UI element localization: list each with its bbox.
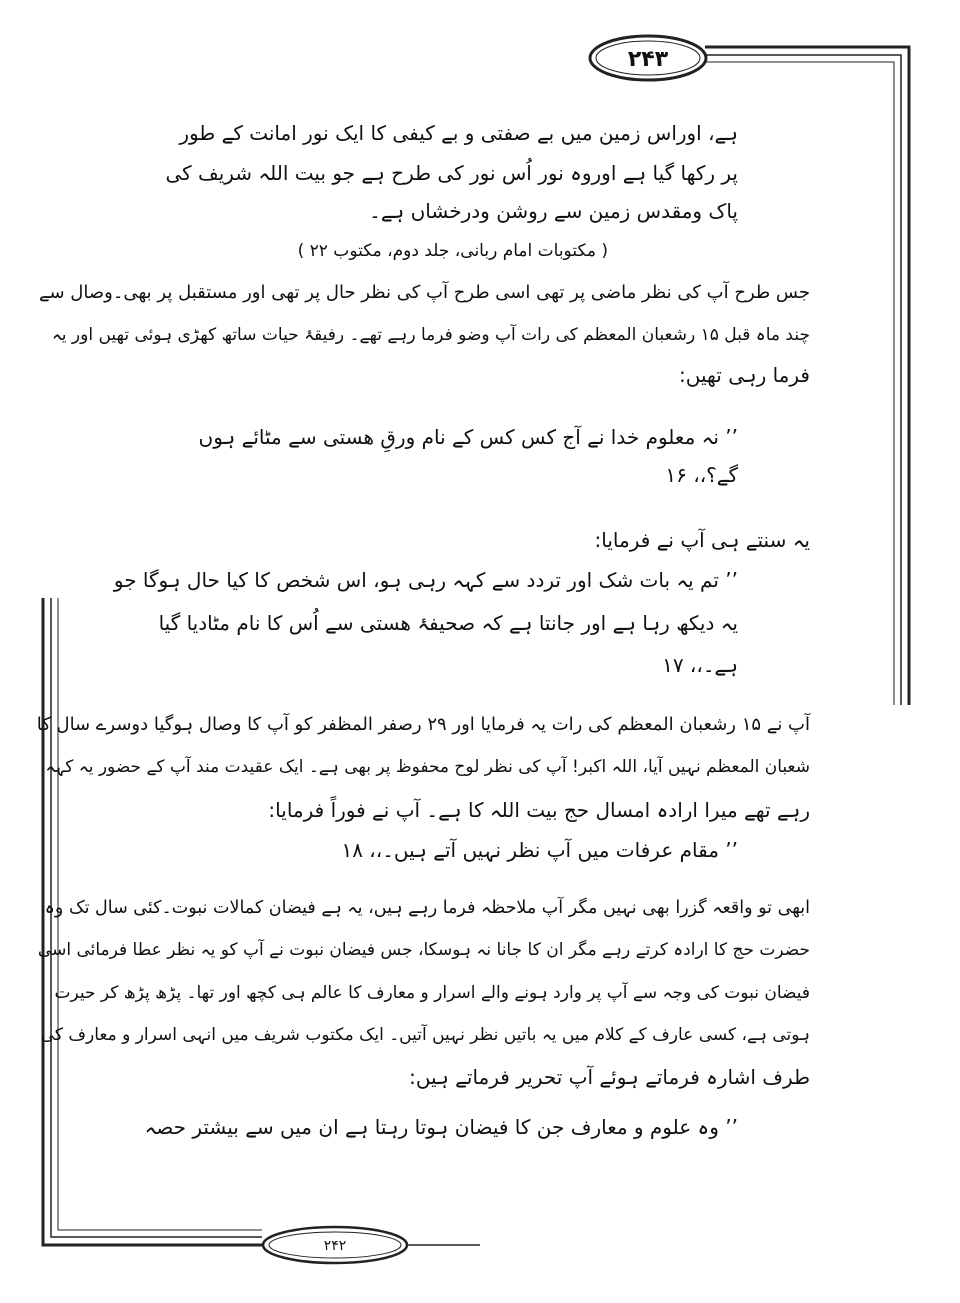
quote-line: ’’ مقام عرفات میں آپ نظر نہیں آتے ہیں۔،، ۱۸: [341, 838, 738, 862]
text-line: طرف اشارہ فرماتے ہوئے آپ تحریر فرماتے ہیں:: [409, 1065, 810, 1089]
text-line: چند ماہ قبل ۱۵ رشعبان المعظم کی رات آپ وضو فرما رہے تھے۔ رفیقۂ حیات ساتھ کھڑی ہوئی تھیں اور یہ: [51, 325, 810, 345]
quote-line: ہے۔،، ۱۷: [662, 653, 738, 677]
text-line: آپ نے ۱۵ رشعبان المعظم کی رات یہ فرمایا اور ۲۹ رصفر المظفر کو آپ کا وصال ہوگیا دوسرے سال کا: [36, 714, 810, 735]
text-line: شعبان المعظم نہیں آیا، اللہ اکبر! آپ کی نظر لوح محفوظ پر بھی ہے۔ ایک عقیدت مند آپ کے حضور یہ کہہ: [45, 757, 810, 777]
quote-line: ’’ تم یہ بات شک اور تردد سے کہہ رہی ہو، اس شخص کا کیا حال ہوگا جو: [113, 568, 738, 592]
text-line: پر رکھا گیا ہے اوروہ نور اُس نور کی طرح ہے جو بیت اللہ شریف کی: [165, 161, 738, 185]
text-line: رہے تھے میرا ارادہ امسال حج بیت اللہ کا ہے۔ آپ نے فوراً فرمایا:: [268, 798, 810, 822]
text-line: ہوتی ہے، کسی عارف کے کلام میں یہ باتیں نظر نہیں آتیں۔ ایک مکتوب شریف میں انہی اسرار و معارف کی: [40, 1025, 810, 1045]
text-line: ہے، اوراس زمین میں بے صفتی و بے کیفی کا ایک نور امانت کے طور: [179, 121, 738, 145]
page-number-bottom: ۲۴۲: [323, 1238, 347, 1254]
text-line: یہ سنتے ہی آپ نے فرمایا:: [594, 528, 810, 552]
text-line: پاک ومقدس زمین سے روشن ودرخشاں ہے۔: [369, 199, 738, 223]
quote-line: یہ دیکھ رہا ہے اور جانتا ہے کہ صحیفۂ ھستی سے اُس کا نام مٹادیا گیا: [158, 611, 738, 635]
text-line: فیضان نبوت کی وجہ سے آپ پر وارد ہونے والے اسرار و معارف کا عالم ہی کچھ اور تھا۔ پڑھ پڑھ کر حیرت: [54, 983, 810, 1003]
quote-line: ’’ نہ معلوم خدا نے آج کس کس کے نام ورقِ ھستی سے مٹائے ہوں: [198, 425, 738, 449]
citation-line: ( مکتوبات امام ربانی، جلد دوم، مکتوب ۲۲ ): [297, 241, 608, 261]
text-line: حضرت حج کا ارادہ کرتے رہے مگر ان کا جانا نہ ہوسکا، جس فیضان نبوت نے آپ کو یہ نظر عطا فرمائی اسی: [37, 940, 810, 960]
quote-line: گے؟،، ۱۶: [665, 463, 738, 487]
quote-line: ’’ وہ علوم و معارف جن کا فیضان ہوتا رہتا ہے ان میں سے بیشتر حصہ: [144, 1115, 738, 1139]
text-line: جس طرح آپ کی نظر ماضی پر تھی اسی طرح آپ کی نظر حال پر تھی اور مستقبل پر بھی۔وصال سے: [38, 282, 810, 303]
page-number-top: ۲۴۳: [627, 46, 669, 72]
text-line: ابھی تو واقعہ گزرا بھی نہیں مگر آپ ملاحظہ فرما رہے ہیں، یہ ہے فیضان کمالات نبوت۔کئی سال تک وہ: [44, 898, 810, 918]
text-line: فرما رہی تھیں:: [679, 363, 810, 387]
